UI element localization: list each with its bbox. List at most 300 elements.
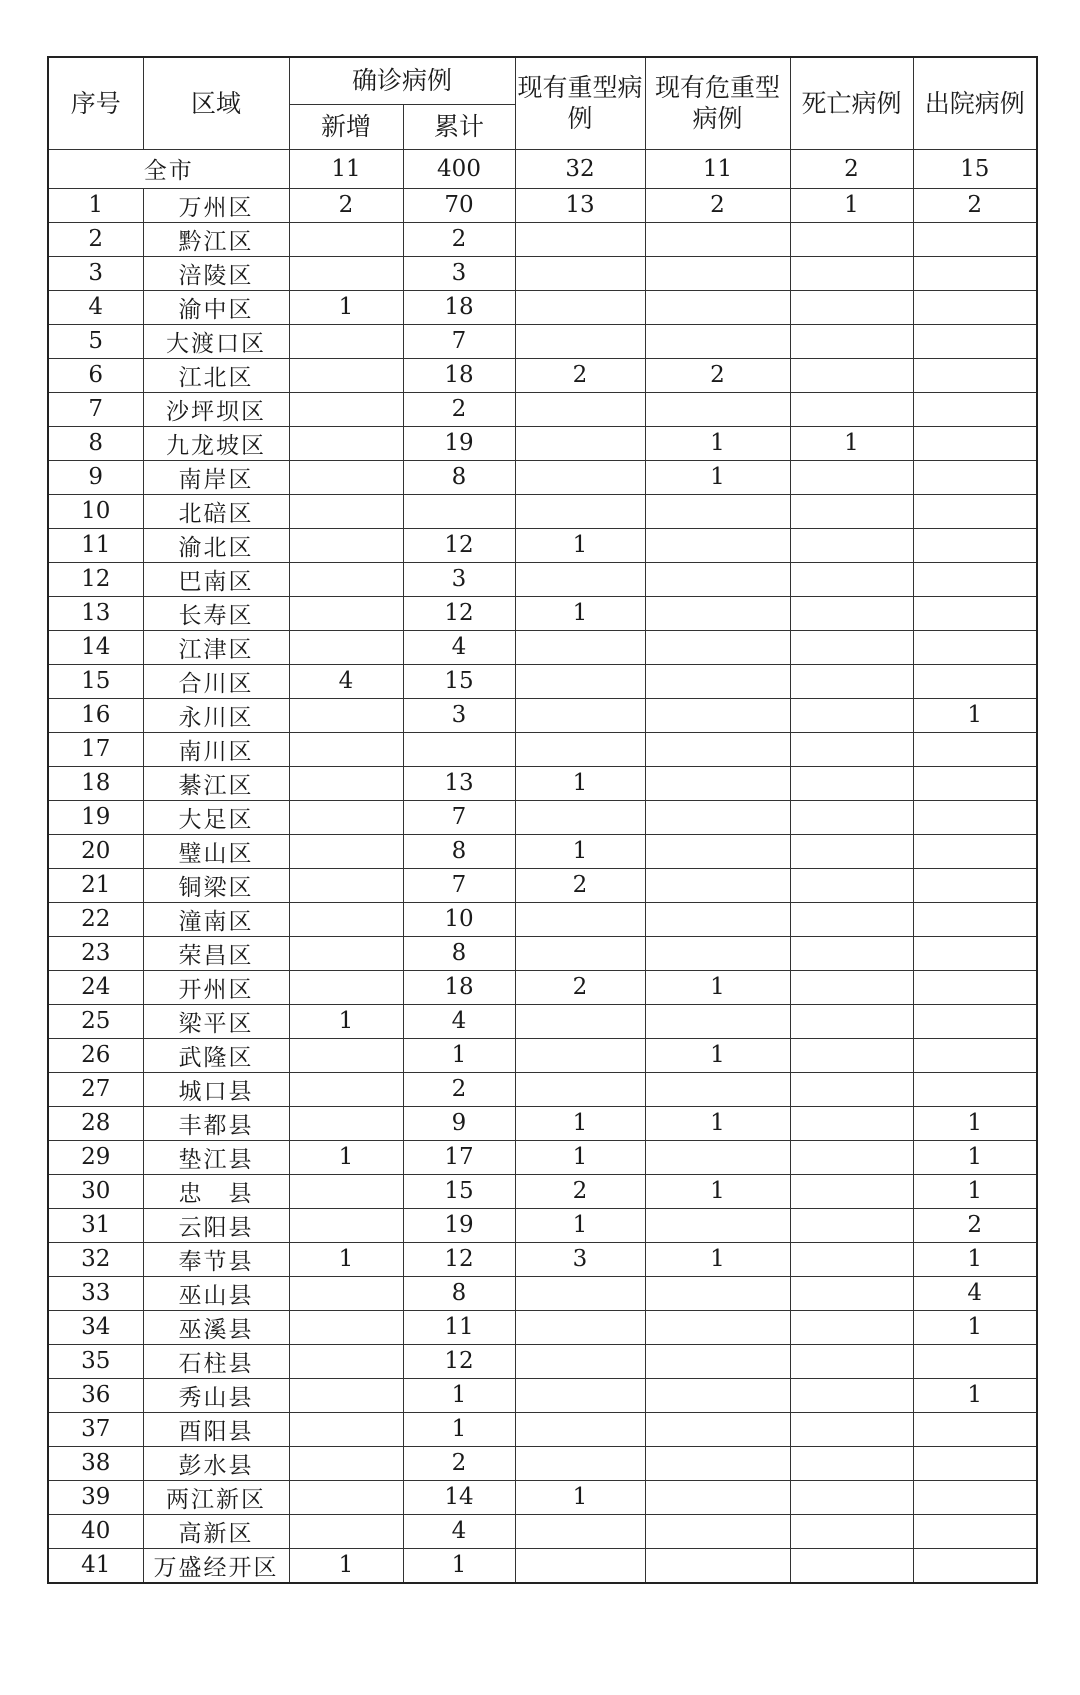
row-severe	[515, 1446, 645, 1480]
row-cumulative: 4	[403, 1514, 515, 1548]
row-deaths	[790, 1378, 913, 1412]
row-cumulative: 19	[403, 1208, 515, 1242]
row-critical	[645, 1310, 790, 1344]
row-cumulative: 11	[403, 1310, 515, 1344]
row-critical	[645, 1140, 790, 1174]
row-index: 5	[48, 324, 143, 358]
row-region: 万州区	[143, 188, 289, 222]
row-cumulative: 2	[403, 392, 515, 426]
row-discharged: 1	[913, 1140, 1037, 1174]
table-row	[48, 358, 1037, 392]
row-critical: 1	[645, 970, 790, 1004]
row-discharged	[913, 1548, 1037, 1583]
table-row	[48, 1242, 1037, 1276]
row-severe: 1	[515, 1480, 645, 1514]
row-critical	[645, 1344, 790, 1378]
table-row	[48, 494, 1037, 528]
row-new	[289, 1480, 403, 1514]
row-severe	[515, 664, 645, 698]
table-row	[48, 596, 1037, 630]
row-new	[289, 256, 403, 290]
header-deaths: 死亡病例	[790, 57, 913, 149]
row-cumulative: 9	[403, 1106, 515, 1140]
row-discharged	[913, 256, 1037, 290]
row-discharged	[913, 868, 1037, 902]
row-new	[289, 1276, 403, 1310]
table-row	[48, 256, 1037, 290]
table-row	[48, 902, 1037, 936]
row-discharged: 2	[913, 188, 1037, 222]
row-discharged: 1	[913, 1378, 1037, 1412]
row-deaths	[790, 596, 913, 630]
row-region: 荣昌区	[143, 936, 289, 970]
table-row	[48, 1208, 1037, 1242]
row-severe	[515, 1514, 645, 1548]
row-critical: 1	[645, 1106, 790, 1140]
row-deaths: 1	[790, 188, 913, 222]
row-region: 北碚区	[143, 494, 289, 528]
row-cumulative: 18	[403, 970, 515, 1004]
table-row	[48, 936, 1037, 970]
case-statistics-table	[47, 56, 1038, 1584]
row-cumulative: 3	[403, 562, 515, 596]
row-region: 渝中区	[143, 290, 289, 324]
row-discharged: 1	[913, 1310, 1037, 1344]
row-critical	[645, 392, 790, 426]
row-critical	[645, 1548, 790, 1583]
table-row	[48, 1514, 1037, 1548]
row-region: 云阳县	[143, 1208, 289, 1242]
row-severe	[515, 1072, 645, 1106]
row-new	[289, 596, 403, 630]
row-critical: 1	[645, 1038, 790, 1072]
row-new	[289, 1514, 403, 1548]
table-row	[48, 1310, 1037, 1344]
row-new: 1	[289, 290, 403, 324]
row-new	[289, 1446, 403, 1480]
row-severe	[515, 460, 645, 494]
row-new	[289, 1378, 403, 1412]
row-discharged	[913, 1344, 1037, 1378]
row-cumulative: 1	[403, 1038, 515, 1072]
row-critical	[645, 1276, 790, 1310]
row-deaths	[790, 290, 913, 324]
row-critical	[645, 1004, 790, 1038]
row-discharged	[913, 800, 1037, 834]
row-deaths	[790, 800, 913, 834]
row-deaths	[790, 1208, 913, 1242]
table-row	[48, 222, 1037, 256]
table-row	[48, 868, 1037, 902]
row-severe: 2	[515, 868, 645, 902]
row-deaths	[790, 528, 913, 562]
row-severe	[515, 1412, 645, 1446]
row-new	[289, 1106, 403, 1140]
row-region: 武隆区	[143, 1038, 289, 1072]
row-discharged: 1	[913, 1106, 1037, 1140]
row-deaths	[790, 1514, 913, 1548]
row-region: 綦江区	[143, 766, 289, 800]
row-cumulative: 7	[403, 800, 515, 834]
row-severe: 1	[515, 1106, 645, 1140]
row-discharged	[913, 1446, 1037, 1480]
row-index: 4	[48, 290, 143, 324]
header-critical: 现有危重型病例	[645, 57, 790, 149]
row-deaths	[790, 1242, 913, 1276]
row-new	[289, 1310, 403, 1344]
row-discharged	[913, 936, 1037, 970]
row-new: 1	[289, 1140, 403, 1174]
table-row	[48, 1004, 1037, 1038]
row-index: 28	[48, 1106, 143, 1140]
row-critical	[645, 664, 790, 698]
row-new	[289, 936, 403, 970]
table-row	[48, 970, 1037, 1004]
row-critical: 1	[645, 426, 790, 460]
row-cumulative	[403, 494, 515, 528]
row-deaths	[790, 460, 913, 494]
table-row	[48, 1446, 1037, 1480]
row-new	[289, 868, 403, 902]
row-index: 32	[48, 1242, 143, 1276]
row-cumulative: 12	[403, 1344, 515, 1378]
row-index: 11	[48, 528, 143, 562]
total-cumulative: 400	[403, 149, 515, 188]
row-region: 合川区	[143, 664, 289, 698]
row-discharged	[913, 902, 1037, 936]
row-critical	[645, 1378, 790, 1412]
row-severe	[515, 426, 645, 460]
row-discharged	[913, 970, 1037, 1004]
row-deaths	[790, 902, 913, 936]
table-row	[48, 324, 1037, 358]
table-row	[48, 392, 1037, 426]
row-discharged	[913, 1004, 1037, 1038]
row-critical	[645, 1412, 790, 1446]
row-new: 2	[289, 188, 403, 222]
row-severe: 2	[515, 970, 645, 1004]
row-cumulative: 2	[403, 1446, 515, 1480]
row-deaths	[790, 1548, 913, 1583]
row-region: 石柱县	[143, 1344, 289, 1378]
row-index: 34	[48, 1310, 143, 1344]
table-row	[48, 664, 1037, 698]
row-discharged	[913, 596, 1037, 630]
row-deaths	[790, 1480, 913, 1514]
row-new: 1	[289, 1004, 403, 1038]
row-severe	[515, 1038, 645, 1072]
header-confirmed: 确诊病例	[289, 57, 515, 104]
row-region: 梁平区	[143, 1004, 289, 1038]
row-deaths	[790, 834, 913, 868]
row-index: 22	[48, 902, 143, 936]
row-index: 41	[48, 1548, 143, 1583]
row-discharged: 1	[913, 1242, 1037, 1276]
row-deaths	[790, 1276, 913, 1310]
row-index: 12	[48, 562, 143, 596]
row-deaths	[790, 1174, 913, 1208]
row-critical: 1	[645, 460, 790, 494]
row-critical	[645, 290, 790, 324]
row-severe	[515, 324, 645, 358]
row-discharged	[913, 766, 1037, 800]
row-critical	[645, 868, 790, 902]
row-new	[289, 698, 403, 732]
table-row	[48, 1106, 1037, 1140]
row-cumulative: 8	[403, 834, 515, 868]
row-severe	[515, 1004, 645, 1038]
row-cumulative: 12	[403, 1242, 515, 1276]
row-cumulative	[403, 732, 515, 766]
row-region: 秀山县	[143, 1378, 289, 1412]
row-cumulative: 4	[403, 1004, 515, 1038]
row-region: 沙坪坝区	[143, 392, 289, 426]
row-critical	[645, 630, 790, 664]
row-severe	[515, 902, 645, 936]
row-discharged	[913, 834, 1037, 868]
row-index: 3	[48, 256, 143, 290]
row-index: 10	[48, 494, 143, 528]
table-row	[48, 460, 1037, 494]
table-body	[48, 149, 1037, 1583]
header-new: 新增	[289, 104, 403, 149]
row-region: 涪陵区	[143, 256, 289, 290]
row-index: 38	[48, 1446, 143, 1480]
row-new	[289, 732, 403, 766]
row-region: 渝北区	[143, 528, 289, 562]
row-index: 7	[48, 392, 143, 426]
row-discharged: 4	[913, 1276, 1037, 1310]
row-new	[289, 392, 403, 426]
row-new	[289, 970, 403, 1004]
row-critical	[645, 1208, 790, 1242]
row-region: 黔江区	[143, 222, 289, 256]
row-new	[289, 1072, 403, 1106]
row-new	[289, 834, 403, 868]
row-discharged	[913, 732, 1037, 766]
total-discharged: 15	[913, 149, 1037, 188]
row-deaths	[790, 1072, 913, 1106]
row-severe	[515, 1276, 645, 1310]
table-row	[48, 426, 1037, 460]
row-region: 大渡口区	[143, 324, 289, 358]
row-discharged	[913, 1038, 1037, 1072]
row-cumulative: 18	[403, 358, 515, 392]
row-cumulative: 1	[403, 1378, 515, 1412]
row-index: 8	[48, 426, 143, 460]
row-new	[289, 426, 403, 460]
table-header	[48, 57, 1037, 149]
row-critical	[645, 256, 790, 290]
row-index: 9	[48, 460, 143, 494]
row-cumulative: 1	[403, 1548, 515, 1583]
row-new	[289, 630, 403, 664]
row-cumulative: 8	[403, 936, 515, 970]
row-severe	[515, 732, 645, 766]
row-region: 铜梁区	[143, 868, 289, 902]
row-severe	[515, 630, 645, 664]
row-deaths	[790, 1140, 913, 1174]
row-new	[289, 1038, 403, 1072]
row-cumulative: 2	[403, 222, 515, 256]
row-cumulative: 12	[403, 596, 515, 630]
row-new	[289, 528, 403, 562]
table-row	[48, 800, 1037, 834]
row-critical	[645, 834, 790, 868]
row-region: 酉阳县	[143, 1412, 289, 1446]
row-discharged	[913, 358, 1037, 392]
row-deaths	[790, 256, 913, 290]
row-cumulative: 15	[403, 1174, 515, 1208]
row-severe	[515, 256, 645, 290]
row-new	[289, 358, 403, 392]
row-region: 南川区	[143, 732, 289, 766]
row-cumulative: 7	[403, 868, 515, 902]
row-severe: 1	[515, 1208, 645, 1242]
row-region: 万盛经开区	[143, 1548, 289, 1583]
table-row	[48, 188, 1037, 222]
row-discharged	[913, 1480, 1037, 1514]
row-severe: 1	[515, 766, 645, 800]
header-index: 序号	[48, 57, 143, 149]
row-region: 永川区	[143, 698, 289, 732]
row-new: 1	[289, 1242, 403, 1276]
row-discharged	[913, 1514, 1037, 1548]
row-critical	[645, 800, 790, 834]
row-critical	[645, 936, 790, 970]
row-deaths	[790, 222, 913, 256]
row-deaths	[790, 1446, 913, 1480]
total-row	[48, 149, 1037, 188]
table-row	[48, 766, 1037, 800]
row-region: 城口县	[143, 1072, 289, 1106]
row-new	[289, 494, 403, 528]
row-critical	[645, 698, 790, 732]
row-discharged	[913, 324, 1037, 358]
row-region: 奉节县	[143, 1242, 289, 1276]
row-new	[289, 902, 403, 936]
row-deaths	[790, 766, 913, 800]
row-critical	[645, 732, 790, 766]
row-severe: 1	[515, 1140, 645, 1174]
row-index: 40	[48, 1514, 143, 1548]
header-severe: 现有重型病例	[515, 57, 645, 149]
row-region: 丰都县	[143, 1106, 289, 1140]
table-row	[48, 1174, 1037, 1208]
row-discharged	[913, 460, 1037, 494]
row-index: 18	[48, 766, 143, 800]
row-critical	[645, 1446, 790, 1480]
table-row	[48, 1548, 1037, 1583]
row-deaths	[790, 936, 913, 970]
row-deaths	[790, 698, 913, 732]
row-severe: 1	[515, 834, 645, 868]
row-critical	[645, 562, 790, 596]
row-critical	[645, 222, 790, 256]
row-cumulative: 10	[403, 902, 515, 936]
table-row	[48, 528, 1037, 562]
row-index: 24	[48, 970, 143, 1004]
row-severe: 2	[515, 358, 645, 392]
row-severe: 1	[515, 528, 645, 562]
row-region: 两江新区	[143, 1480, 289, 1514]
table-row	[48, 1072, 1037, 1106]
row-index: 35	[48, 1344, 143, 1378]
row-deaths	[790, 562, 913, 596]
row-discharged	[913, 528, 1037, 562]
row-cumulative: 2	[403, 1072, 515, 1106]
row-region: 璧山区	[143, 834, 289, 868]
row-discharged	[913, 290, 1037, 324]
row-region: 彭水县	[143, 1446, 289, 1480]
row-region: 大足区	[143, 800, 289, 834]
row-region: 潼南区	[143, 902, 289, 936]
row-cumulative: 14	[403, 1480, 515, 1514]
row-index: 36	[48, 1378, 143, 1412]
row-region: 开州区	[143, 970, 289, 1004]
row-discharged: 1	[913, 698, 1037, 732]
row-deaths	[790, 664, 913, 698]
row-deaths	[790, 494, 913, 528]
row-severe: 1	[515, 596, 645, 630]
row-new	[289, 1208, 403, 1242]
table-row	[48, 1344, 1037, 1378]
row-index: 6	[48, 358, 143, 392]
row-severe	[515, 392, 645, 426]
row-severe: 13	[515, 188, 645, 222]
row-critical	[645, 528, 790, 562]
row-severe: 2	[515, 1174, 645, 1208]
row-severe	[515, 1378, 645, 1412]
row-cumulative: 8	[403, 1276, 515, 1310]
row-critical: 2	[645, 358, 790, 392]
row-new	[289, 562, 403, 596]
row-critical	[645, 494, 790, 528]
row-critical: 1	[645, 1242, 790, 1276]
row-critical	[645, 902, 790, 936]
row-new	[289, 222, 403, 256]
row-index: 20	[48, 834, 143, 868]
row-cumulative: 13	[403, 766, 515, 800]
row-new	[289, 324, 403, 358]
row-deaths	[790, 1344, 913, 1378]
row-severe: 3	[515, 1242, 645, 1276]
table-row	[48, 732, 1037, 766]
row-discharged: 1	[913, 1174, 1037, 1208]
total-deaths: 2	[790, 149, 913, 188]
row-critical: 2	[645, 188, 790, 222]
row-discharged	[913, 392, 1037, 426]
table-row	[48, 562, 1037, 596]
header-discharged: 出院病例	[913, 57, 1037, 149]
row-deaths	[790, 1038, 913, 1072]
row-cumulative: 70	[403, 188, 515, 222]
row-discharged	[913, 562, 1037, 596]
row-new	[289, 766, 403, 800]
row-region: 江津区	[143, 630, 289, 664]
row-deaths	[790, 970, 913, 1004]
row-discharged	[913, 494, 1037, 528]
row-index: 23	[48, 936, 143, 970]
row-region: 垫江县	[143, 1140, 289, 1174]
row-cumulative: 8	[403, 460, 515, 494]
table-row	[48, 698, 1037, 732]
row-index: 25	[48, 1004, 143, 1038]
row-deaths	[790, 1106, 913, 1140]
row-deaths	[790, 324, 913, 358]
header-region: 区域	[143, 57, 289, 149]
row-critical	[645, 1480, 790, 1514]
